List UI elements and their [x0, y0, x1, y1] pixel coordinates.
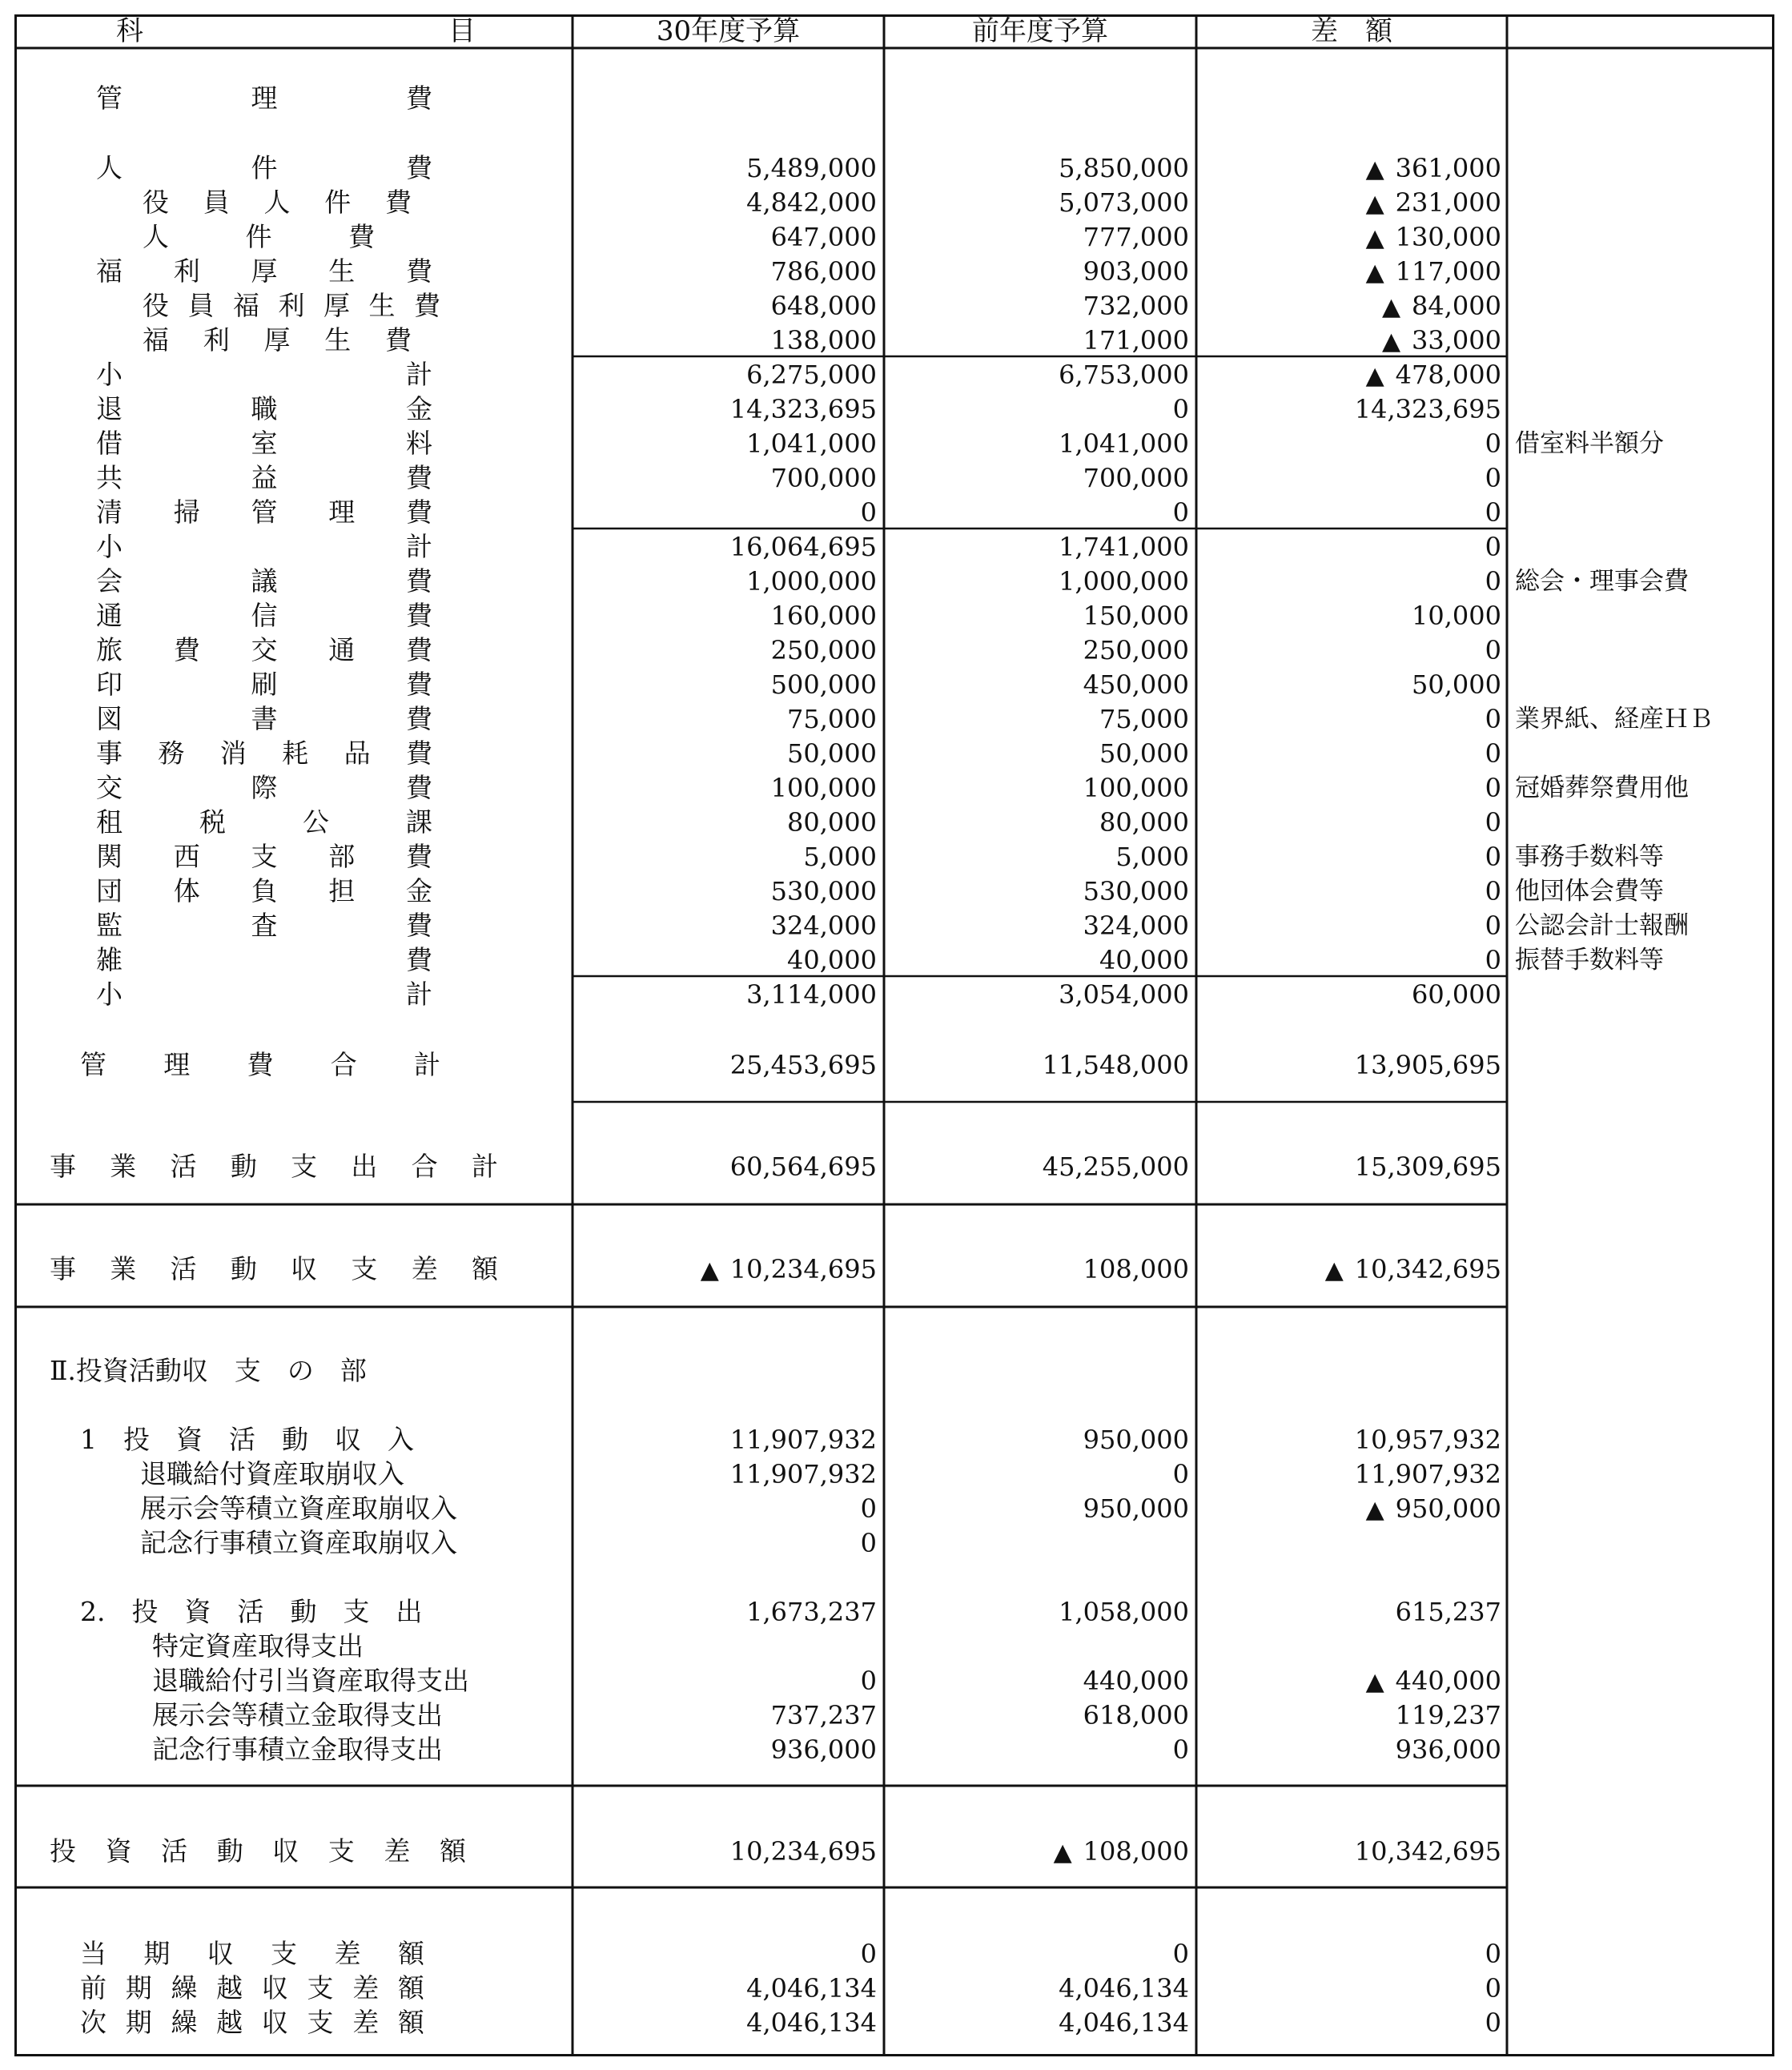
value-current-budget: 138,000	[770, 325, 877, 356]
value-previous-budget: 0	[1172, 1459, 1189, 1489]
header-subject-right: 目	[448, 15, 476, 47]
table-row: 図 書 費 75,000 75,000 0 業界紙、経産ＨＢ	[0, 702, 1792, 736]
table-row	[0, 1423, 1792, 1457]
value-previous-budget: 0	[1172, 394, 1189, 424]
table-row: 管 理 費	[96, 82, 432, 114]
value-previous-budget: 3,054,000	[1059, 979, 1189, 1010]
value-previous-budget: 150,000	[1083, 601, 1189, 631]
value-previous-budget: 250,000	[1083, 635, 1189, 665]
value-difference: 936,000	[1395, 1734, 1501, 1765]
value-current-budget: 11,907,932	[729, 1459, 877, 1489]
value-previous-budget: 618,000	[1083, 1700, 1189, 1730]
value-difference: ▲ 130,000	[1365, 222, 1501, 252]
value-current-budget: 50,000	[787, 738, 877, 769]
value-difference: 50,000	[1412, 669, 1501, 700]
header-difference: 差 額	[1311, 15, 1392, 47]
header-subject-left: 科	[116, 15, 143, 47]
value-current-budget: 1,673,237	[746, 1597, 877, 1627]
header-previous-budget: 前年度予算	[972, 15, 1108, 47]
value-previous-budget: 1,741,000	[1059, 532, 1189, 562]
value-current-budget: 0	[860, 1939, 877, 1969]
row-label: 展示会等積立金取得支出	[152, 1699, 443, 1730]
value-previous-budget: 1,000,000	[1059, 566, 1189, 597]
value-previous-budget: 5,073,000	[1059, 187, 1189, 218]
value-difference: ▲ 117,000	[1365, 256, 1501, 287]
value-current-budget: 737,237	[770, 1700, 877, 1730]
value-previous-budget: 950,000	[1083, 1425, 1189, 1455]
value-difference: 0	[1485, 910, 1501, 941]
value-current-budget: 647,000	[770, 222, 877, 252]
value-difference: 0	[1485, 842, 1501, 872]
table-row	[0, 1526, 1792, 1560]
table-row: 雑 費 40,000 40,000 0 振替手数料等	[0, 943, 1792, 977]
table-row: 役 員 福 利 厚 生 費 648,000 732,000 ▲ 84,000	[0, 289, 1792, 323]
value-current-budget: 100,000	[770, 773, 877, 803]
value-difference: 0	[1485, 1973, 1501, 2004]
table-row: 団 体 負 担 金 530,000 530,000 0 他団体会費等	[0, 874, 1792, 908]
row-note: 業界紙、経産ＨＢ	[1515, 705, 1714, 734]
value-current-budget: 40,000	[787, 945, 877, 975]
table-row: 管 理 費 合 計 25,453,695 11,548,000 13,905,695	[80, 1049, 1501, 1080]
row-label: 2. 投 資 活 動 支 出	[80, 1596, 423, 1627]
value-difference: 0	[1485, 463, 1501, 493]
value-difference: ▲ 478,000	[1365, 360, 1501, 390]
value-current-budget: 324,000	[770, 910, 877, 941]
value-previous-budget: 700,000	[1083, 463, 1189, 493]
value-difference: 119,237	[1395, 1700, 1501, 1730]
value-difference: 0	[1485, 945, 1501, 975]
table-row: 印 刷 費 500,000 450,000 50,000	[96, 669, 1501, 700]
row-note: 公認会計士報酬	[1515, 911, 1689, 940]
value-previous-budget: 100,000	[1083, 773, 1189, 803]
value-difference: 10,342,695	[1354, 1836, 1501, 1867]
value-previous-budget: 5,850,000	[1059, 153, 1189, 183]
table-row	[0, 1457, 1792, 1491]
row-label: 記念行事積立資産取崩収入	[140, 1527, 457, 1558]
value-previous-budget: 4,046,134	[1059, 2008, 1189, 2038]
value-current-budget: 4,046,134	[746, 1973, 877, 2004]
value-current-budget: 700,000	[770, 463, 877, 493]
value-current-budget: 1,041,000	[746, 428, 877, 459]
table-row: 福 利 厚 生 費 786,000 903,000 ▲ 117,000	[0, 255, 1792, 288]
value-difference: 0	[1485, 497, 1501, 528]
value-difference: 10,957,932	[1354, 1425, 1501, 1455]
row-label: 特定資産取得支出	[152, 1630, 364, 1662]
value-previous-budget: 950,000	[1083, 1493, 1189, 1524]
value-previous-budget: 530,000	[1083, 876, 1189, 906]
value-difference: ▲ 33,000	[1381, 325, 1501, 356]
table-row: 投 資 活 動 収 支 差 額 10,234,695 ▲ 108,000 10,342,695	[0, 1835, 1792, 1868]
table-row: 会 議 費 1,000,000 1,000,000 0 総会・理事会費	[0, 565, 1792, 598]
table-row: 監 査 費 324,000 324,000 0 公認会計士報酬	[0, 909, 1792, 943]
row-note: 総会・理事会費	[1515, 567, 1689, 596]
table-row: 共 益 費 700,000 700,000 0	[96, 462, 1501, 493]
value-previous-budget: 171,000	[1083, 325, 1189, 356]
value-current-budget: 160,000	[770, 601, 877, 631]
value-current-budget: 11,907,932	[729, 1425, 877, 1455]
row-note: 冠婚葬祭費用他	[1515, 774, 1689, 802]
value-current-budget: 16,064,695	[729, 532, 877, 562]
value-difference: 13,905,695	[1354, 1050, 1501, 1080]
value-difference: 0	[1485, 532, 1501, 562]
value-difference: 0	[1485, 738, 1501, 769]
row-label: 記念行事積立金取得支出	[152, 1734, 443, 1765]
value-previous-budget: 11,548,000	[1042, 1050, 1189, 1080]
value-current-budget: 936,000	[770, 1734, 877, 1765]
table-row: 人 件 費 647,000 777,000 ▲ 130,000	[0, 220, 1792, 254]
value-difference: 0	[1485, 2008, 1501, 2038]
value-difference: ▲ 84,000	[1381, 291, 1501, 321]
value-difference: ▲ 361,000	[1365, 153, 1501, 183]
value-current-budget: ▲ 10,234,695	[700, 1254, 877, 1284]
value-current-budget: 5,000	[803, 842, 877, 872]
value-difference: ▲ 10,342,695	[1324, 1254, 1501, 1284]
value-difference: 60,000	[1412, 979, 1501, 1010]
table-row: 通 信 費 160,000 150,000 10,000	[96, 600, 1501, 631]
table-row	[0, 1664, 1792, 1698]
value-current-budget: 75,000	[787, 704, 877, 734]
value-previous-budget: 75,000	[1099, 704, 1189, 734]
table-row: 小 計 3,114,000 3,054,000 60,000	[96, 979, 1501, 1010]
value-current-budget: 1,000,000	[746, 566, 877, 597]
value-current-budget: 14,323,695	[729, 394, 877, 424]
value-previous-budget: 732,000	[1083, 291, 1189, 321]
header-current-budget: 30年度予算	[656, 15, 801, 47]
value-previous-budget: 1,041,000	[1059, 428, 1189, 459]
value-current-budget: 0	[860, 1528, 877, 1558]
value-previous-budget: 108,000	[1083, 1254, 1189, 1284]
table-row	[0, 1595, 1792, 1629]
value-current-budget: 530,000	[770, 876, 877, 906]
value-difference: 0	[1485, 876, 1501, 906]
value-current-budget: 648,000	[770, 291, 877, 321]
table-row: 退 職 金 14,323,695 0 14,323,695	[96, 393, 1501, 424]
value-previous-budget: 1,058,000	[1059, 1597, 1189, 1627]
value-previous-budget: 903,000	[1083, 256, 1189, 287]
value-current-budget: 0	[860, 1493, 877, 1524]
table-header	[0, 14, 1792, 48]
value-difference: 615,237	[1395, 1597, 1501, 1627]
value-current-budget: 80,000	[787, 807, 877, 838]
value-previous-budget: 6,753,000	[1059, 360, 1189, 390]
value-previous-budget: 777,000	[1083, 222, 1189, 252]
value-current-budget: 25,453,695	[729, 1050, 877, 1080]
value-previous-budget: 80,000	[1099, 807, 1189, 838]
value-difference: 0	[1485, 428, 1501, 459]
table-row: 小 計 6,275,000 6,753,000 ▲ 478,000	[0, 358, 1792, 392]
value-current-budget: 6,275,000	[746, 360, 877, 390]
table-row: 人 件 費 5,489,000 5,850,000 ▲ 361,000	[0, 151, 1792, 185]
value-previous-budget: 4,046,134	[1059, 1973, 1189, 2004]
value-current-budget: 4,046,134	[746, 2008, 877, 2038]
table-row: 次 期 繰 越 収 支 差 額 4,046,134 4,046,134 0	[80, 2007, 1501, 2038]
value-previous-budget: 0	[1172, 1939, 1189, 1969]
value-current-budget: 3,114,000	[746, 979, 877, 1010]
table-row	[0, 1733, 1792, 1767]
value-current-budget: 60,564,695	[729, 1152, 877, 1182]
value-previous-budget: 440,000	[1083, 1666, 1189, 1696]
row-note: 借室料半額分	[1515, 429, 1664, 458]
value-current-budget: 250,000	[770, 635, 877, 665]
table-row	[0, 1354, 1792, 1388]
value-previous-budget: 324,000	[1083, 910, 1189, 941]
value-previous-budget: 0	[1172, 1734, 1189, 1765]
value-difference: 0	[1485, 704, 1501, 734]
value-difference: 10,000	[1412, 601, 1501, 631]
value-difference: 0	[1485, 1939, 1501, 1969]
value-previous-budget: 0	[1172, 497, 1189, 528]
value-current-budget: 786,000	[770, 256, 877, 287]
row-label: 展示会等積立資産取崩収入	[140, 1493, 457, 1524]
value-previous-budget: 50,000	[1099, 738, 1189, 769]
row-label: 退職給付引当資産取得支出	[152, 1665, 469, 1696]
table-row	[0, 1492, 1792, 1525]
row-note: 他団体会費等	[1515, 877, 1664, 906]
value-difference: 0	[1485, 635, 1501, 665]
value-previous-budget: ▲ 108,000	[1053, 1836, 1189, 1867]
value-current-budget: 0	[860, 497, 877, 528]
value-difference: ▲ 950,000	[1365, 1493, 1501, 1524]
table-row: 旅 費 交 通 費 250,000 250,000 0	[96, 634, 1501, 665]
table-row: 交 際 費 100,000 100,000 0 冠婚葬祭費用他	[0, 771, 1792, 805]
value-difference: ▲ 440,000	[1365, 1666, 1501, 1696]
value-previous-budget: 5,000	[1115, 842, 1189, 872]
table-row	[0, 1630, 1792, 1663]
value-difference: 15,309,695	[1354, 1152, 1501, 1182]
table-row: 清 掃 管 理 費 0 0 0	[96, 496, 1501, 528]
value-current-budget: 5,489,000	[746, 153, 877, 183]
table-row: 福 利 厚 生 費 138,000 171,000 ▲ 33,000	[0, 324, 1792, 357]
value-current-budget: 500,000	[770, 669, 877, 700]
value-difference: 0	[1485, 566, 1501, 597]
table-row: 事 業 活 動 支 出 合 計 60,564,695 45,255,000 15,309,695	[50, 1151, 1501, 1182]
table-row: 前 期 繰 越 収 支 差 額 4,046,134 4,046,134 0	[80, 1972, 1501, 2004]
value-previous-budget: 45,255,000	[1042, 1152, 1189, 1182]
table-row: 小 計 16,064,695 1,741,000 0	[96, 531, 1501, 562]
value-difference: 11,907,932	[1354, 1459, 1501, 1489]
table-row: 関 西 支 部 費 5,000 5,000 0 事務手数料等	[0, 840, 1792, 874]
table-row: 借 室 料 1,041,000 1,041,000 0 借室料半額分	[0, 427, 1792, 460]
row-note: 振替手数料等	[1515, 946, 1664, 975]
value-current-budget: 0	[860, 1666, 877, 1696]
value-difference: 0	[1485, 773, 1501, 803]
row-label: 1 投 資 活 動 収 入	[80, 1424, 414, 1455]
value-previous-budget: 450,000	[1083, 669, 1189, 700]
value-difference: ▲ 231,000	[1365, 187, 1501, 218]
value-difference: 14,323,695	[1354, 394, 1501, 424]
value-current-budget: 4,842,000	[746, 187, 877, 218]
value-current-budget: 10,234,695	[729, 1836, 877, 1867]
row-note: 事務手数料等	[1515, 842, 1664, 871]
table-row: 当 期 収 支 差 額 0 0 0	[80, 1938, 1501, 1969]
table-row	[0, 1698, 1792, 1732]
value-previous-budget: 40,000	[1099, 945, 1189, 975]
table-row: 事 業 活 動 収 支 差 額 ▲ 10,234,695 108,000 ▲ 10,342,695	[0, 1252, 1792, 1286]
row-label: Ⅱ.投資活動収 支 の 部	[50, 1355, 367, 1386]
table-row: 租 税 公 課 80,000 80,000 0	[96, 806, 1501, 838]
value-difference: 0	[1485, 807, 1501, 838]
row-label: 退職給付資産取崩収入	[140, 1458, 404, 1489]
table-row: 事 務 消 耗 品 費 50,000 50,000 0	[96, 738, 1501, 769]
table-row: 役 員 人 件 費 4,842,000 5,073,000 ▲ 231,000	[0, 186, 1792, 219]
